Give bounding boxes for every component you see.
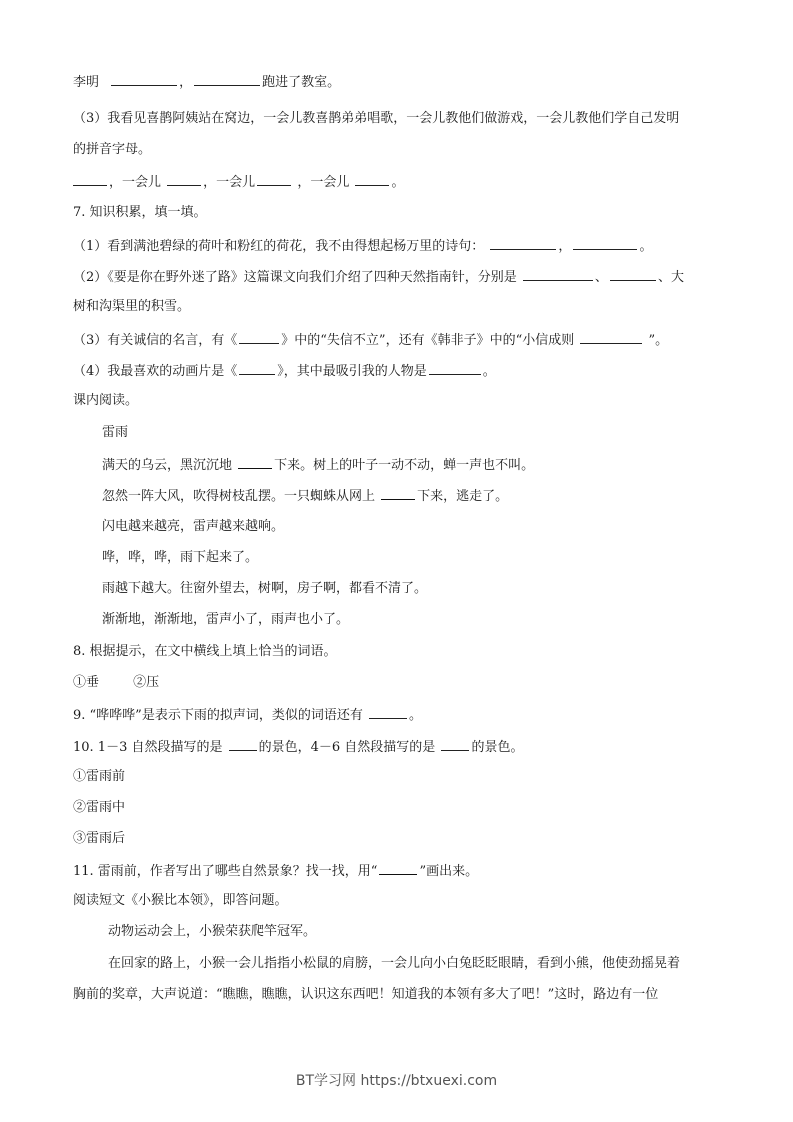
q9	[73, 705, 422, 725]
text: （3）有关诚信的名言，有《	[73, 333, 238, 348]
poem-para-1	[102, 455, 534, 475]
text: 10. 1－3 自然段描写的是	[73, 740, 223, 755]
poem-para-5: 雨越下越大。往窗外望去，树啊，房子啊，都看不清了。	[102, 581, 428, 596]
text: （4）我最喜欢的动画片是《	[73, 364, 238, 379]
q7-2	[73, 267, 684, 287]
text: 。	[482, 364, 496, 379]
answer-blank[interactable]	[610, 267, 656, 281]
answer-blank[interactable]	[73, 172, 107, 186]
answer-blank[interactable]	[257, 172, 291, 186]
story-para-2: 在回家的路上，小猴一会儿指指小松鼠的肩膀，一会儿向小白兔眨眨眼睛，看到小熊，他使劲摇晃着	[108, 956, 681, 971]
reading-intro: 课内阅读。	[73, 393, 139, 408]
text: （2）《要是你在野外迷了路》这篇课文向我们介绍了四种天然指南针，分别是	[73, 270, 517, 285]
text: 。	[391, 175, 405, 190]
answer-blank[interactable]	[355, 172, 389, 186]
text: ，一会儿	[297, 175, 350, 190]
q7-1	[73, 236, 652, 256]
answer-blank[interactable]	[111, 72, 177, 86]
underline-sample	[379, 861, 417, 875]
answer-blank[interactable]	[580, 330, 642, 344]
text: 》中的“失信不立”，还有《韩非子》中的“小信成则	[281, 333, 575, 348]
q6-2-answer-line	[73, 72, 340, 92]
option-1: ①垂	[73, 675, 100, 690]
q8-options	[73, 674, 159, 692]
q10-option-2: ②雷雨中	[73, 800, 126, 815]
q7-title: 7. 知识积累，填一填。	[73, 205, 207, 220]
q7-3	[73, 330, 668, 350]
text: 。	[408, 708, 422, 723]
q10-option-3: ③雷雨后	[73, 831, 126, 846]
text: ，	[558, 239, 572, 254]
q6-3-text: （3）我看见喜鹊阿姨站在窝边，一会儿教喜鹊弟弟唱歌，一会儿教他们做游戏，一会儿教他们学自己发明	[73, 111, 680, 126]
text: 满天的乌云，黑沉沉地	[102, 458, 233, 473]
answer-blank[interactable]	[229, 737, 257, 751]
text: 的景色，4－6 自然段描写的是	[258, 740, 436, 755]
answer-blank[interactable]	[167, 172, 201, 186]
text: 11. 雷雨前，作者写出了哪些自然景象？找一找，用“	[73, 864, 378, 879]
answer-blank[interactable]	[381, 486, 415, 500]
poem-para-2	[102, 486, 508, 506]
answer-blank[interactable]	[239, 330, 279, 344]
answer-blank[interactable]	[441, 737, 469, 751]
text: ，一会儿	[203, 175, 256, 190]
text: 下来。树上的叶子一动不动，蝉一声也不叫。	[274, 458, 535, 473]
answer-blank[interactable]	[523, 267, 593, 281]
text: 的景色。	[471, 740, 524, 755]
poem-para-4: 哗，哗，哗，雨下起来了。	[102, 550, 259, 565]
text: 》，其中最吸引我的人物是	[277, 364, 427, 379]
poem-para-6: 渐渐地，渐渐地，雷声小了，雨声也小了。	[102, 612, 350, 627]
text: 。	[639, 239, 653, 254]
q6-3-answer-line	[73, 172, 404, 192]
text: 忽然一阵大风，吹得树枝乱摆。一只蜘蛛从网上	[102, 489, 376, 504]
story-para-2-cont: 胸前的奖章，大声说道：“瞧瞧，瞧瞧，认识这东西吧！知道我的本领有多大了吧！”这时，路边有一位	[73, 987, 659, 1002]
answer-blank[interactable]	[238, 455, 272, 469]
answer-blank[interactable]	[194, 72, 260, 86]
answer-blank[interactable]	[369, 705, 407, 719]
q10	[73, 737, 523, 757]
q10-option-1: ①雷雨前	[73, 769, 126, 784]
text: ，	[179, 75, 193, 90]
text: 、大	[657, 270, 684, 285]
q7-2-cont: 树和沟渠里的积雪。	[73, 299, 191, 314]
answer-blank[interactable]	[490, 236, 556, 250]
option-2: ②压	[133, 675, 160, 690]
text: 李明	[73, 75, 100, 90]
q11	[73, 861, 478, 881]
story-intro: 阅读短文《小猴比本领》，即答问题。	[73, 893, 288, 908]
q6-3-text-cont: 的拼音字母。	[73, 142, 152, 157]
q8-title: 8. 根据提示，在文中横线上填上恰当的词语。	[73, 644, 337, 659]
footer-watermark: BT学习网 https://btxuexi.com	[295, 1073, 498, 1089]
text: ”画出来。	[419, 864, 479, 879]
text: 下来，逃走了。	[417, 489, 509, 504]
poem-title: 雷雨	[102, 425, 129, 440]
answer-blank[interactable]	[429, 361, 481, 375]
text: 9. “哗哗哗”是表示下雨的拟声词，类似的词语还有	[73, 708, 363, 723]
q7-4	[73, 361, 496, 381]
poem-para-3: 闪电越来越亮，雷声越来越响。	[102, 519, 285, 534]
text: ，一会儿	[109, 175, 162, 190]
text: 、	[594, 270, 608, 285]
text: ”。	[648, 333, 669, 348]
text: （1）看到满池碧绿的荷叶和粉红的荷花，我不由得想起杨万里的诗句：	[73, 239, 485, 254]
answer-blank[interactable]	[239, 361, 275, 375]
story-para-1: 动物运动会上，小猴荣获爬竿冠军。	[108, 924, 317, 939]
answer-blank[interactable]	[573, 236, 637, 250]
text: 跑进了教室。	[262, 75, 341, 90]
